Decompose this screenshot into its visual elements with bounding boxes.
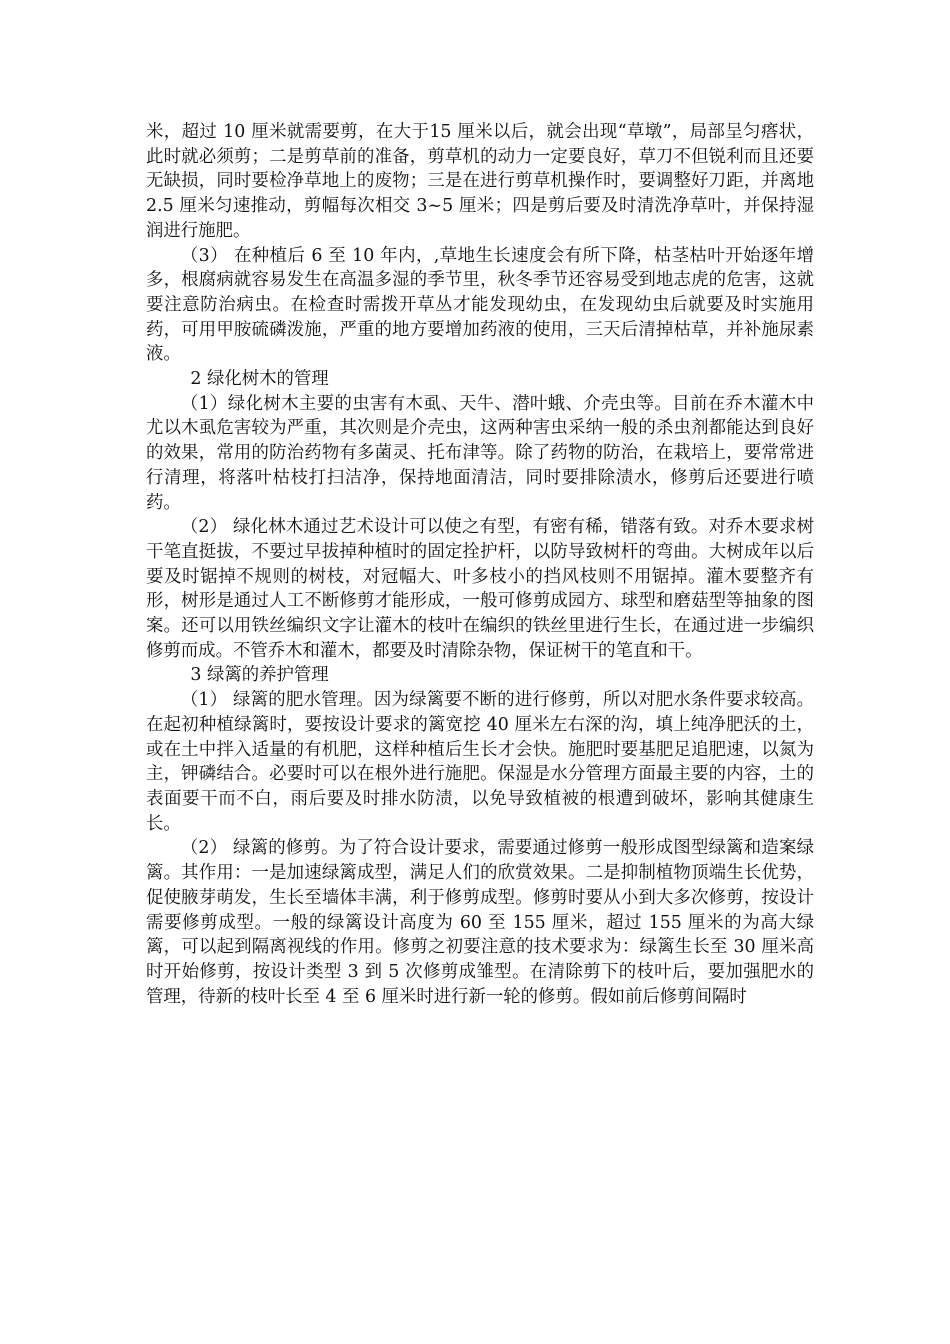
- paragraph-tree-shaping: （2） 绿化林木通过艺术设计可以使之有型，有密有稀，错落有致。对乔木要求树干笔直挺拔，不要过早拔掉种植时的固定拴护杆，以防导致树杆的弯曲。大树成年以后要及时锯掉不规则的树枝，对冠幅大、叶多枝小的挡风枝则不用锯掉。灌木要整齐有形，树形是通过人工不断修剪才能形成，一般可修剪成园方、球型和磨菇型等抽象的图案。还可以用铁丝编织文字让灌木的枝叶在编织的铁丝里进行生长，在通过进一步编织修剪而成。不管乔木和灌木，都要及时清除杂物，保证树干的笔直和干。: [146, 517, 814, 661]
- document-body: [146, 120, 814, 1009]
- paragraph-lawn-pest-control: （3） 在种植后 6 至 10 年内，,草地生长速度会有所下降，枯茎枯叶开始逐年增多，根腐病就容易发生在高温多湿的季节里，秋冬季节还容易受到地志虎的危害，这就要注意防治病虫。在检查时需拨开草丛才能发现幼虫，在发现幼虫后就要及时实施用药，可用甲胺硫磷泼施，严重的地方要增加药液的使用，三天后清掉枯草，并补施尿素液。: [146, 245, 814, 365]
- section-heading-hedge-maintenance: 3 绿篱的养护管理: [190, 665, 329, 686]
- paragraph-tree-pests: （1）绿化树木主要的虫害有木虱、天牛、潜叶蛾、介壳虫等。目前在乔木灌木中尤以木虱危害较为严重，其次则是介壳虫，这两种害虫采纳一般的杀虫剂都能达到良好的效果，常用的防治药物有多菌灵、托布津等。除了药物的防治，在栽培上，要常常进行清理，将落叶枯枝打扫洁净，保持地面清洁，同时要排除渍水，修剪后还要进行喷药。: [146, 393, 814, 513]
- section-heading-tree-management: 2 绿化树木的管理: [190, 369, 329, 390]
- paragraph-hedge-pruning: （2） 绿篱的修剪。为了符合设计要求，需要通过修剪一般形成图型绿篱和造案绿篱。其作用：一是加速绿篱成型，满足人们的欣赏效果。二是抑制植物顶端生长优势，促使腋芽萌发，生长至墙体丰满，利于修剪成型。修剪时要从小到大多次修剪，按设计需要修剪成型。一般的绿篱设计高度为 60 至 155 厘米，超过 155 厘米的为高大绿篱，可以起到隔离视线的作用。修剪之初要注意的技术要求为：绿篱生长至 30 厘米高时开始修剪，按设计类型 3 到 5 次修剪成雏型。在清除剪下的枝叶后，要加强肥水的管理，待新的枝叶长至 4 至 6 厘米时进行新一轮的修剪。假如前后修剪间隔时: [146, 838, 814, 1007]
- paragraph-lawn-mowing-continued: 米，超过 10 厘米就需要剪，在大于15 厘米以后，就会出现“草墩”，局部呈匀瘩状，此时就必须剪；二是剪草前的准备，剪草机的动力一定要良好，草刀不但锐利而且还要无缺损，同时要检净草地上的废物；三是在进行剪草机操作时，要调整好刀距，并离地 2.5 厘米匀速推动，剪幅每次相交 3~5 厘米；四是剪后要及时清洗净草叶，并保持湿润进行施肥。: [146, 122, 814, 241]
- paragraph-hedge-fertilizer-water: （1） 绿篱的肥水管理。因为绿篱要不断的进行修剪，所以对肥水条件要求较高。在起初种植绿篱时，要按设计要求的篱宽挖 40 厘米左右深的沟，填上纯净肥沃的土，或在土中拌入适量的有机肥，这样种植后生长才会快。施肥时要基肥足追肥速，以氮为主，钾磷结合。必要时可以在根外进行施肥。保湿是水分管理方面最主要的内容，土的表面要干而不白，雨后要及时排水防渍，以免导致植被的根遭到破坏，影响其健康生长。: [146, 690, 814, 834]
